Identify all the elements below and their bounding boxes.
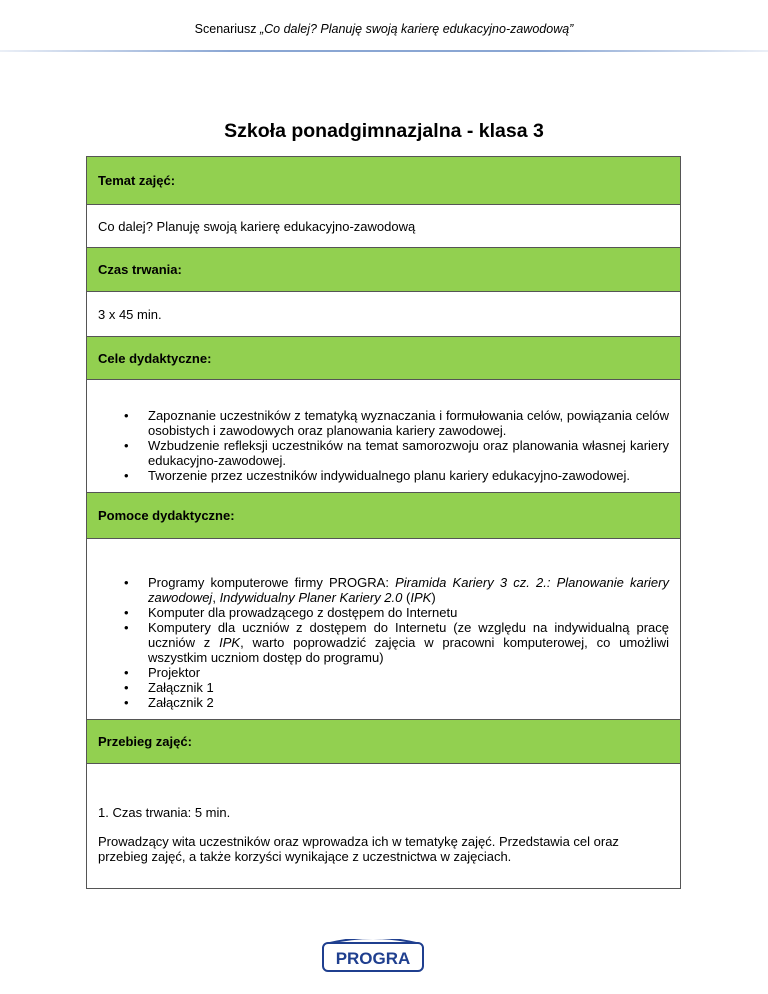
pomoce-item: • Załącznik 1 bbox=[98, 680, 669, 695]
pomoce-list bbox=[98, 575, 669, 710]
page-title: Szkoła ponadgimnazjalna - klasa 3 bbox=[224, 120, 544, 142]
progra-logo bbox=[322, 939, 424, 973]
cele-item: • Wzbudzenie refleksji uczestników na temat samorozwoju oraz planowania własnej kariery edukacyjno-zawodowej. bbox=[98, 438, 669, 468]
cele-item: • Tworzenie przez uczestników indywidualnego planu kariery edukacyjno-zawodowej. bbox=[98, 468, 669, 483]
pomoce-item bbox=[98, 575, 669, 605]
progra-logo-text: PROGRA bbox=[335, 949, 411, 968]
cele-list bbox=[98, 408, 669, 483]
przebieg-step: 1. Czas trwania: 5 min. bbox=[98, 804, 231, 820]
temat-heading: Temat zajęć: bbox=[87, 157, 681, 205]
header-rule bbox=[0, 50, 768, 52]
pomoce-item1-sep: ( bbox=[402, 590, 411, 605]
pomoce-heading: Pomoce dydaktyczne: bbox=[87, 493, 681, 539]
cele-heading: Cele dydaktyczne: bbox=[87, 337, 681, 380]
pomoce-cell bbox=[87, 539, 681, 720]
cele-item: • Zapoznanie uczestników z tematyką wyznaczania i formułowania celów, powiązania celów osobistych i zawodowych oraz planowania kariery zawodowej. bbox=[98, 408, 669, 438]
lesson-table bbox=[86, 156, 681, 889]
pomoce-item3-text: Komputery dla uczniów z dostępem do Internetu (ze względu na indywidualną pracę uczniów z bbox=[148, 620, 669, 650]
pomoce-item1-sep: ) bbox=[431, 590, 436, 605]
pomoce-item1-text: Programy komputerowe firmy PROGRA: bbox=[148, 575, 396, 590]
pomoce-item1-program: Indywidualny Planer Kariery 2.0 bbox=[219, 590, 403, 605]
przebieg-cell bbox=[87, 764, 681, 889]
running-header-prefix: Scenariusz bbox=[194, 22, 260, 36]
cele-cell bbox=[87, 380, 681, 493]
przebieg-heading: Przebieg zajęć: bbox=[87, 720, 681, 764]
pomoce-item: • Komputer dla prowadzącego z dostępem do Internetu bbox=[98, 605, 669, 620]
running-header-title: „Co dalej? Planuję swoją karierę edukacyjno-zawodową” bbox=[259, 22, 574, 36]
czas-text: 3 x 45 min. bbox=[87, 292, 681, 337]
temat-text: Co dalej? Planuję swoją karierę edukacyjno-zawodową bbox=[87, 205, 681, 248]
pomoce-item1-sep: , bbox=[212, 590, 220, 605]
pomoce-item1-abbr: IPK bbox=[410, 590, 432, 605]
pomoce-item3-abbr: IPK bbox=[219, 635, 241, 650]
przebieg-description: Prowadzący wita uczestników oraz wprowadza ich w tematykę zajęć. Przedstawia cel oraz przebieg zajęć, a także korzyści wynikające z uczestnictwa w zajęciach. bbox=[98, 833, 619, 864]
pomoce-item: • Załącznik 2 bbox=[98, 695, 669, 710]
pomoce-item3-text: , warto poprowadzić zajęcia w pracowni komputerowej, co umożliwi wszystkim uczniom dostęp do programu) bbox=[148, 635, 669, 665]
pomoce-item bbox=[98, 620, 669, 665]
running-header bbox=[0, 22, 768, 36]
pomoce-item1-program: Piramida Kariery 3 cz. 2.: Planowanie kariery zawodowej bbox=[148, 575, 669, 605]
czas-heading: Czas trwania: bbox=[87, 248, 681, 292]
pomoce-item: • Projektor bbox=[98, 665, 669, 680]
